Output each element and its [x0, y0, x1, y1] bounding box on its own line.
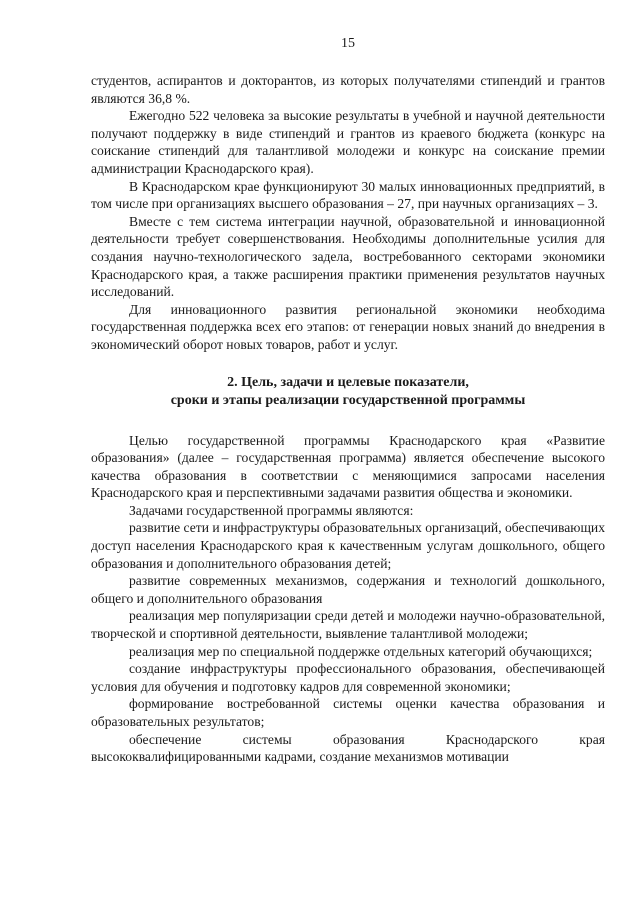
- list-item: развитие сети и инфраструктуры образовательных организаций, обеспечивающих доступ населения Краснодарского края к качественным услугам дошкольного, общего образования и дополнительного образования детей;: [91, 520, 605, 571]
- section-heading-line: 2. Цель, задачи и целевые показатели,: [227, 374, 469, 390]
- list-item: реализация мер популяризации среди детей и молодежи научно-образовательной, творческой и спортивной деятельности, выявление талантливой молодежи;: [91, 608, 605, 642]
- paragraph: Целью государственной программы Краснодарского края «Развитие образования» (далее – государственная программа) является обеспечение высокого качества образования в соответствии с меняющимися запросами населения Краснодарского края и перспективными задачами развития общества и экономики.: [91, 432, 605, 501]
- paragraph: Вместе с тем система интеграции научной, образовательной и инновационной деятельности требует совершенствования. Необходимы дополнительные усилия для создания научно-технологического задела, востребованного секторами экономики Краснодарского края, а также расширения практики применения результатов научных исследований.: [91, 213, 605, 300]
- list-item: реализация мер по специальной поддержке отдельных категорий обучающихся;: [129, 643, 593, 659]
- paragraph: студентов, аспирантов и докторантов, из которых получателями стипендий и грантов являются 36,8 %.: [91, 73, 605, 106]
- list-item: развитие современных механизмов, содержания и технологий дошкольного, общего и дополнительного образования: [91, 573, 605, 606]
- paragraph: Для инновационного развития региональной экономики необходима государственная поддержка всех его этапов: от генерации новых знаний до внедрения в экономический оборот новых товаров, работ и услуг.: [91, 301, 605, 352]
- list-item: создание инфраструктуры профессионального образования, обеспечивающей условия для обучения и подготовку кадров для современной экономики;: [91, 661, 605, 694]
- page-number: 15: [341, 36, 355, 51]
- section-heading-line: сроки и этапы реализации государственной программы: [170, 392, 526, 408]
- list-item: обеспечение системы образования Краснодарского края высококвалифицированными кадрами, создание механизмов мотивации: [91, 731, 605, 765]
- paragraph: Ежегодно 522 человека за высокие результаты в учебной и научной деятельности получают поддержку в виде стипендий и грантов из краевого бюджета (конкурс на соискание стипендий для талантливой молодежи и конкурс на соискание премии администрации Краснодарского края).: [91, 108, 605, 176]
- paragraph: Задачами государственной программы являются:: [129, 502, 414, 518]
- paragraph: В Краснодарском крае функционируют 30 малых инновационных предприятий, в том числе при организациях высшего образования – 27, при научных организациях – 3.: [91, 178, 605, 212]
- list-item: формирование востребованной системы оценки качества образования и образовательных результатов;: [91, 696, 605, 729]
- document-body: [91, 72, 605, 766]
- section-body: [91, 432, 605, 766]
- section-heading: [91, 374, 605, 410]
